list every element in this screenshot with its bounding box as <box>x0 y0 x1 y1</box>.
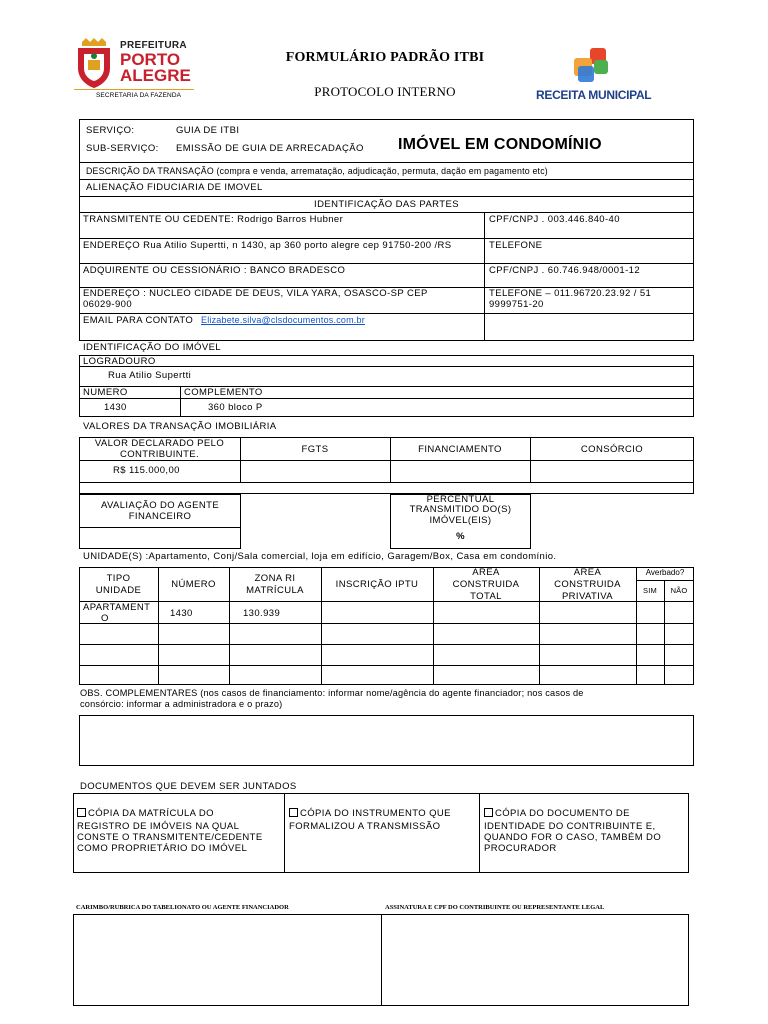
obs-label-line1: OBS. COMPLEMENTARES (nos casos de financiamento: informar nome/agência do agente financiador; nos casos de <box>80 688 584 698</box>
doc1-line3: CONSTE O TRANSMITENTE/CEDENTE <box>77 832 263 843</box>
col-averbado: Averbado? <box>645 568 685 577</box>
col-area-priv-line3: PRIVATIVA <box>561 591 614 602</box>
adquirente-telefone-line2: 9999751-20 <box>489 299 544 310</box>
doc3-line1: CÓPIA DO DOCUMENTO DE <box>495 808 630 819</box>
col-area-priv-line1: ÁREA <box>573 567 602 578</box>
logo-underline <box>74 89 194 90</box>
receita-municipal-logo <box>536 46 652 104</box>
row1-zona: 130.939 <box>243 608 281 619</box>
secretaria-label: SECRETARIA DA FAZENDA <box>96 92 182 99</box>
fgts-label: FGTS <box>301 444 329 455</box>
row1-tipo-line1: APARTAMENT <box>83 602 151 613</box>
adquirente-field: ADQUIRENTE OU CESSIONÁRIO : BANCO BRADESCO <box>83 265 346 276</box>
percentual-label-line3: IMÓVEL(EIS) <box>429 515 492 526</box>
percentual-label-line1: PERCENTUAL <box>426 494 495 505</box>
valores-section-label: VALORES DA TRANSAÇÃO IMOBILIÁRIA <box>83 421 277 432</box>
col-tipo-line1: TIPO <box>106 573 131 584</box>
carimbo-label: CARIMBO/RUBRICA DO TABELIONATO OU AGENTE FINANCIADOR <box>76 904 289 911</box>
logradouro-value: Rua Atilio Supertti <box>108 370 192 381</box>
servico-label: SERVIÇO: <box>86 125 135 136</box>
adquirente-cpf: CPF/CNPJ . 60.746.948/0001-12 <box>489 265 641 276</box>
numero-value: 1430 <box>104 402 127 413</box>
percentual-label-line2: TRANSMITIDO DO(S) <box>409 504 512 515</box>
sub-servico-value: EMISSÃO DE GUIA DE ARRECADAÇÃO <box>176 143 364 154</box>
alegre-label: ALEGRE <box>120 66 191 85</box>
complemento-value: 360 bloco P <box>208 402 263 413</box>
col-area-total-line3: TOTAL <box>470 591 502 602</box>
coat-of-arms-icon <box>74 38 114 88</box>
col-area-priv-line2: CONSTRUIDA <box>554 579 621 590</box>
form-title: FORMULÁRIO PADRÃO ITBI <box>285 50 485 65</box>
servico-value: GUIA DE ITBI <box>176 125 240 136</box>
transmitente-telefone: TELEFONE <box>489 240 543 251</box>
col-iptu: INSCRIÇÃO IPTU <box>335 579 419 590</box>
adquirente-endereco-line2: 06029-900 <box>83 299 133 310</box>
valor-declarado-label-line2: CONTRIBUINTE. <box>119 449 200 460</box>
doc1-line4: COMO PROPRIETÁRIO DO IMÓVEL <box>77 843 248 854</box>
complemento-label: COMPLEMENTO <box>184 387 263 398</box>
numero-label: NUMERO <box>83 387 128 398</box>
col-area-total-line2: CONSTRUIDA <box>452 579 520 590</box>
doc3-line2: IDENTIDADE DO CONTRIBUINTE E, <box>484 821 656 832</box>
assinatura-label: ASSINATURA E CPF DO CONTRIBUINTE OU REPRESENTANTE LEGAL <box>385 904 605 911</box>
obs-label-line2: consórcio: informar a administradora e o prazo) <box>80 699 283 709</box>
identificacao-partes-heading: IDENTIFICAÇÃO DAS PARTES <box>314 199 459 210</box>
imovel-section-label: IDENTIFICAÇÃO DO IMÓVEL <box>83 342 221 353</box>
property-type-heading: IMÓVEL EM CONDOMÍNIO <box>398 136 602 153</box>
adquirente-endereco-line1: ENDEREÇO : NUCLEO CIDADE DE DEUS, VILA YARA, OSASCO-SP CEP <box>83 288 428 299</box>
doc2-line2: FORMALIZOU A TRANSMISSÃO <box>289 821 441 832</box>
avaliacao-label-line1: AVALIAÇÃO DO AGENTE <box>100 500 220 511</box>
transmitente-field: TRANSMITENTE OU CEDENTE: Rodrigo Barros Hubner <box>83 214 344 225</box>
transmitente-cpf: CPF/CNPJ . 003.446.840-40 <box>489 214 620 225</box>
doc3-line3: QUANDO FOR O CASO, TAMBÉM DO <box>484 832 662 843</box>
row1-numero: 1430 <box>170 608 193 619</box>
doc3-line4: PROCURADOR <box>484 843 557 854</box>
descricao-label: DESCRIÇÃO DA TRANSAÇÃO (compra e venda, arrematação, adjudicação, permuta, dação em pagamento etc) <box>86 166 548 176</box>
form-subtitle: PROTOCOLO INTERNO <box>314 84 456 99</box>
col-zona-line1: ZONA RI <box>254 573 296 584</box>
doc1-line2: REGISTRO DE IMÓVEIS NA QUAL <box>77 821 240 832</box>
financiamento-label: FINANCIAMENTO <box>418 444 502 455</box>
col-nao: NÃO <box>670 586 688 595</box>
valor-declarado-label-line1: VALOR DECLARADO PELO <box>94 438 225 449</box>
doc3-item[interactable] <box>484 803 687 854</box>
email-link[interactable]: Elizabete.silva@clsdocumentos.com.br <box>201 315 365 325</box>
unidades-section-label: UNIDADE(S) :Apartamento, Conj/Sala comercial, loja em edifício, Garagem/Box, Casa em condomínio. <box>83 551 557 562</box>
col-zona-line2: MATRÍCULA <box>246 585 304 596</box>
avaliacao-label-line2: FINANCEIRO <box>128 511 192 522</box>
doc1-checkbox[interactable] <box>77 808 86 817</box>
col-tipo-line2: UNIDADE <box>95 585 142 596</box>
doc3-checkbox[interactable] <box>484 808 493 817</box>
sub-servico-label: SUB-SERVIÇO: <box>86 143 159 154</box>
percentual-value: % <box>456 531 465 542</box>
assinatura-box[interactable] <box>381 914 689 1006</box>
consorcio-label: CONSÓRCIO <box>580 444 644 455</box>
email-label: EMAIL PARA CONTATO <box>83 315 194 326</box>
col-area-total-line1: ÁREA <box>472 567 500 578</box>
col-sim: SIM <box>643 586 657 595</box>
logradouro-label: LOGRADOURO <box>83 356 156 367</box>
doc2-item[interactable] <box>289 803 477 832</box>
documentos-section-label: DOCUMENTOS QUE DEVEM SER JUNTADOS <box>80 781 297 792</box>
receita-squares-icon <box>566 46 616 84</box>
carimbo-box[interactable] <box>73 914 382 1006</box>
row1-tipo-line2: O <box>101 613 109 624</box>
adquirente-telefone-line1: TELEFONE – 011.96720.23.92 / 51 <box>489 288 652 299</box>
descricao-value: ALIENAÇÃO FIDUCIARIA DE IMOVEL <box>86 182 263 193</box>
porto-label: PORTO <box>120 50 181 69</box>
receita-label: RECEITA MUNICIPAL <box>536 88 652 102</box>
col-numero: NÚMERO <box>171 579 216 590</box>
doc1-line1: CÓPIA DA MATRÍCULA DO <box>88 808 214 819</box>
prefeitura-label: PREFEITURA <box>120 40 187 51</box>
transmitente-endereco: ENDEREÇO Rua Atilio Supertti, n 1430, ap 360 porto alegre cep 91750-200 /RS <box>83 240 452 251</box>
doc1-item[interactable] <box>77 803 282 854</box>
doc2-line1: CÓPIA DO INSTRUMENTO QUE <box>300 808 451 819</box>
valor-declarado-value: R$ 115.000,00 <box>113 465 180 476</box>
prefeitura-logo <box>74 36 194 102</box>
obs-textarea[interactable] <box>79 715 694 766</box>
doc2-checkbox[interactable] <box>289 808 298 817</box>
